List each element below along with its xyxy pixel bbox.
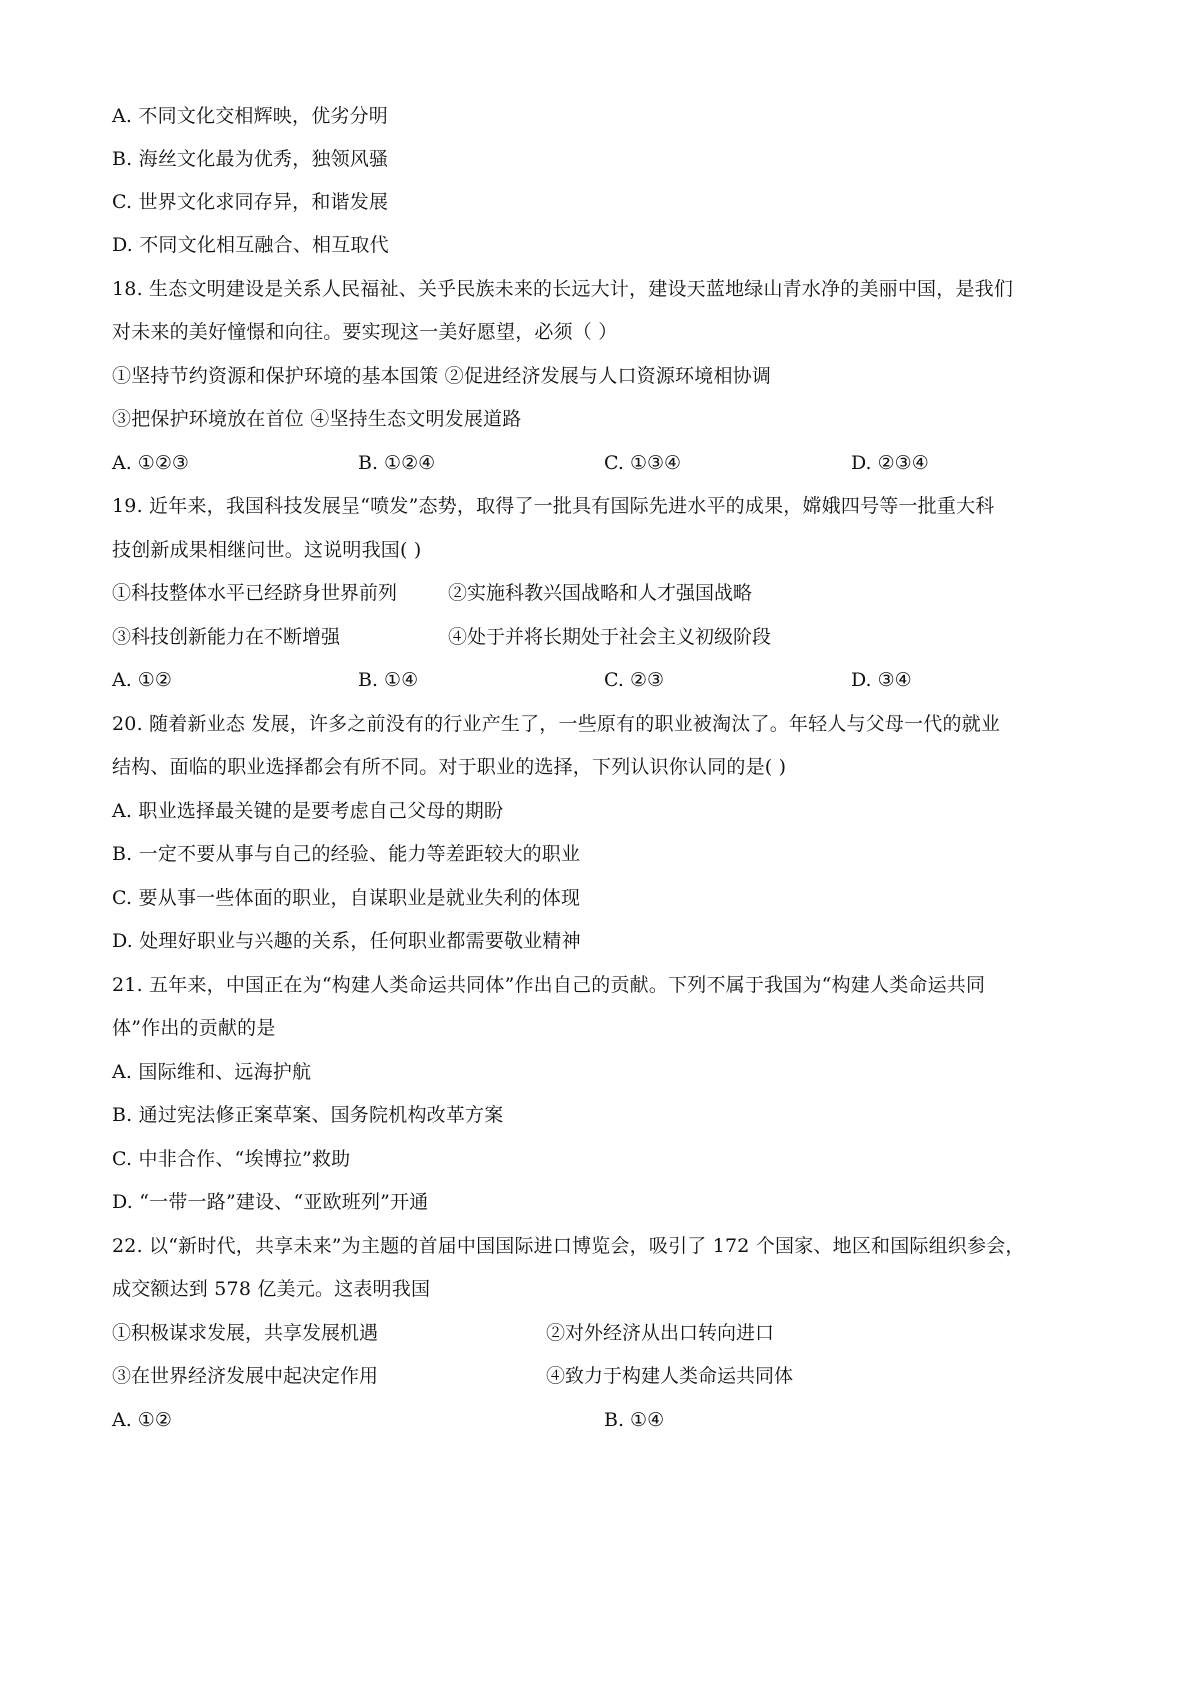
q18-choice-a: A. ①②③ <box>112 452 189 474</box>
q21-option-b: B. 通过宪法修正案草案、国务院机构改革方案 <box>112 1104 504 1126</box>
q19-stem-line2: 技创新成果相继问世。这说明我国( ) <box>112 539 422 561</box>
q19-statement-3: ③科技创新能力在不断增强 <box>112 626 341 648</box>
q21-stem-line2: 体”作出的贡献的是 <box>112 1017 276 1039</box>
q17-option-a: A. 不同文化交相辉映，优劣分明 <box>112 105 389 127</box>
q22-statement-4: ④致力于构建人类命运共同体 <box>546 1365 794 1387</box>
q19-statement-1: ①科技整体水平已经跻身世界前列 <box>112 582 398 604</box>
q22-stem-line2: 成交额达到 578 亿美元。这表明我国 <box>112 1278 431 1300</box>
q17-option-d: D. 不同文化相互融合、相互取代 <box>112 234 389 256</box>
q18-choice-d: D. ②③④ <box>851 452 929 474</box>
q20-option-a: A. 职业选择最关键的是要考虑自己父母的期盼 <box>112 800 504 822</box>
q20-stem-line1: 20. 随着新业态 发展，许多之前没有的行业产生了，一些原有的职业被淘汰了。年轻人与父母一代的就业 <box>112 713 1001 735</box>
q21-option-a: A. 国际维和、远海护航 <box>112 1061 312 1083</box>
q18-choice-c: C. ①③④ <box>604 452 682 474</box>
q22-statement-2: ②对外经济从出口转向进口 <box>546 1322 775 1344</box>
q21-option-c: C. 中非合作、“埃博拉”救助 <box>112 1148 351 1170</box>
q19-choice-a: A. ①② <box>112 669 172 691</box>
q20-option-d: D. 处理好职业与兴趣的关系，任何职业都需要敬业精神 <box>112 930 581 952</box>
q21-stem-line1: 21. 五年来，中国正在为“构建人类命运共同体”作出自己的贡献。下列不属于我国为“构建人类命运共同 <box>112 974 986 996</box>
q22-statement-1: ①积极谋求发展，共享发展机遇 <box>112 1322 379 1344</box>
q18-choice-b: B. ①②④ <box>358 452 436 474</box>
q18-stem-line1: 18. 生态文明建设是关系人民福祉、关乎民族未来的长远大计，建设天蓝地绿山青水净的美丽中国，是我们 <box>112 278 1014 300</box>
q19-choice-b: B. ①④ <box>358 669 419 691</box>
q17-option-c: C. 世界文化求同存异，和谐发展 <box>112 191 389 213</box>
q19-statement-4: ④处于并将长期处于社会主义初级阶段 <box>448 626 772 648</box>
q22-stem-line1: 22. 以“新时代，共享未来”为主题的首届中国国际进口博览会，吸引了 172 个国家、地区和国际组织参会， <box>112 1235 1025 1257</box>
q18-statements-line2: ③把保护环境放在首位 ④坚持生态文明发展道路 <box>112 408 522 430</box>
q22-statement-3: ③在世界经济发展中起决定作用 <box>112 1365 379 1387</box>
q17-option-b: B. 海丝文化最为优秀，独领风骚 <box>112 148 389 170</box>
q22-choice-b: B. ①④ <box>604 1409 665 1431</box>
q20-stem-line2: 结构、面临的职业选择都会有所不同。对于职业的选择，下列认识你认同的是( ) <box>112 756 787 778</box>
q19-stem-line1: 19. 近年来，我国科技发展呈“喷发”态势，取得了一批具有国际先进水平的成果，嫦娥四号等一批重大科 <box>112 495 995 517</box>
q19-choice-d: D. ③④ <box>851 669 912 691</box>
q21-option-d: D. “一带一路”建设、“亚欧班列”开通 <box>112 1191 429 1213</box>
q20-option-b: B. 一定不要从事与自己的经验、能力等差距较大的职业 <box>112 843 581 865</box>
q20-option-c: C. 要从事一些体面的职业，自谋职业是就业失利的体现 <box>112 887 581 909</box>
q19-choice-c: C. ②③ <box>604 669 665 691</box>
q18-stem-line2: 对未来的美好憧憬和向往。要实现这一美好愿望，必须（ ） <box>112 321 618 343</box>
q22-choice-a: A. ①② <box>112 1409 172 1431</box>
q18-statements-line1: ①坚持节约资源和保护环境的基本国策 ②促进经济发展与人口资源环境相协调 <box>112 365 772 387</box>
q19-statement-2: ②实施科教兴国战略和人才强国战略 <box>448 582 753 604</box>
